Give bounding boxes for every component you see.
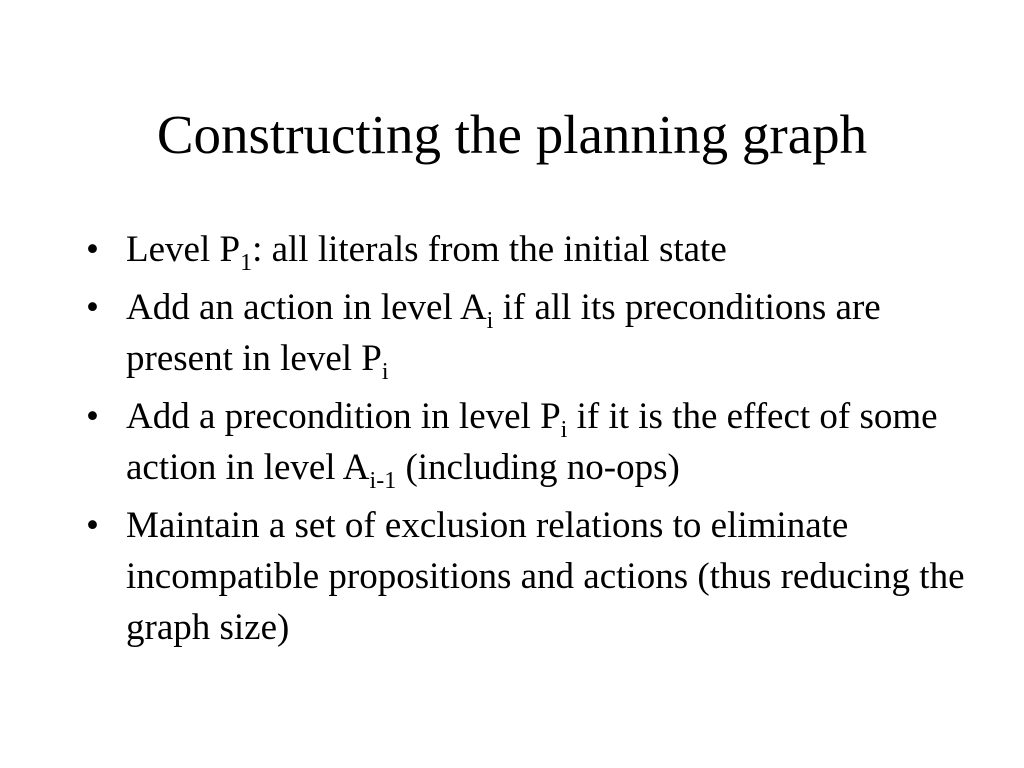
subscript: 1: [240, 250, 253, 276]
bullet-marker: •: [86, 505, 99, 546]
bullet-list: [86, 224, 966, 660]
bullet-item: [86, 391, 966, 493]
subscript: i: [486, 308, 494, 334]
subscript: i-1: [369, 468, 397, 494]
bullet-text: Level P: [126, 229, 241, 270]
bullet-text: if it is the effect of some action in level A: [126, 396, 938, 488]
bullet-item: [86, 282, 966, 384]
bullet-marker: •: [86, 396, 99, 437]
bullet-text: (including no-ops): [396, 447, 680, 488]
bullet-item: [86, 224, 966, 275]
bullet-marker: •: [86, 287, 99, 328]
bullet-text: Add a precondition in level P: [126, 396, 561, 437]
bullet-marker: •: [86, 229, 99, 270]
slide-title: Constructing the planning graph: [156, 104, 868, 165]
subscript: i: [381, 359, 389, 385]
bullet-text: if all its preconditions are present in level P: [126, 287, 881, 379]
bullet-text: Add an action in level A: [126, 287, 487, 328]
bullet-item: [86, 500, 966, 653]
subscript: i: [560, 417, 568, 443]
bullet-text: Maintain a set of exclusion relations to eliminate incompatible propositions and actions (thus reducing the graph size): [126, 505, 965, 648]
bullet-text: : all literals from the initial state: [252, 229, 727, 270]
